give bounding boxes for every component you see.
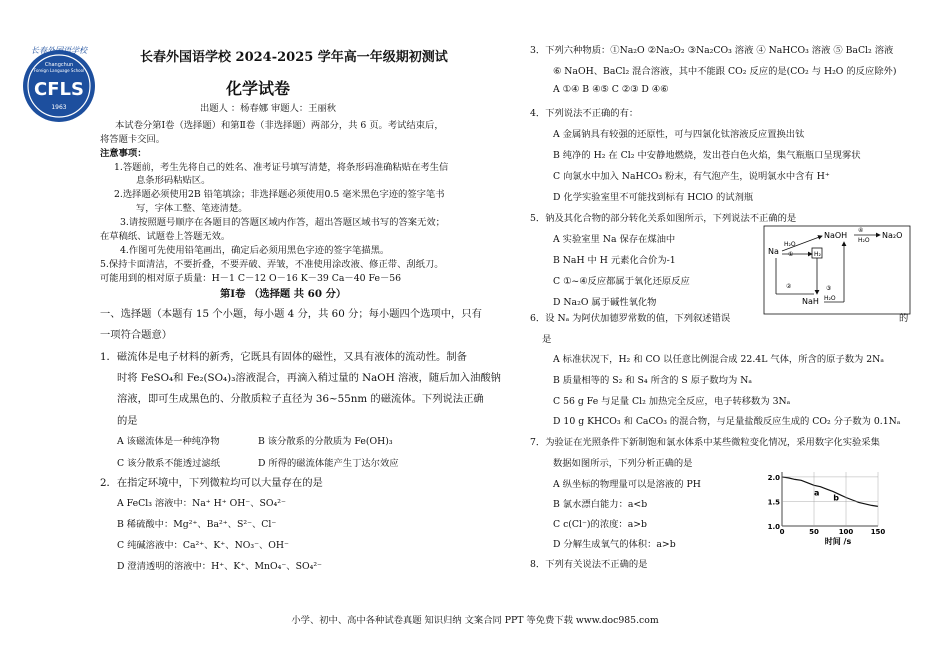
logo-top-text: 长春外国语学校 xyxy=(31,46,87,55)
exam-subject: 化学试卷 xyxy=(226,79,291,98)
q2-option-a: A FeCl₃ 溶液中：Na⁺ H⁺ OH⁻、SO₄²⁻ xyxy=(117,498,286,509)
q6-stem2: 是 xyxy=(542,334,552,345)
series-line xyxy=(782,477,878,507)
note-line: 2.选择题必须使用2B 铅笔填涂；非选择题必须使用0.5 毫米黑色字迹的签字笔书 xyxy=(114,189,445,200)
sodium-conversion-diagram xyxy=(762,224,912,316)
q2-option-d: D 澄清透明的溶液中：H⁺、K⁺、MnO₄⁻、SO₄²⁻ xyxy=(117,561,322,572)
chlorine-water-chart xyxy=(752,466,886,548)
atomic-mass: 可能用到的相对原子质量：H－1 C－12 O－16 K－39 Ca－40 Fe－56 xyxy=(100,273,402,284)
note-line: 3.请按照题号顺序在各题目的答题区域内作答，超出答题区域书写的答案无效； xyxy=(120,217,445,228)
q4-option-d: D 化学实验室里不可能找到标有 HClO 的试剂瓶 xyxy=(553,192,754,203)
q2-stem: 2．在指定环境中，下列微粒均可以大量存在的是 xyxy=(100,477,323,489)
section-intro1: 一、选择题（本题有 15 个小题，每小题 4 分，共 60 分；每小题四个选项中，只有 xyxy=(100,308,482,320)
node-na: Na xyxy=(768,247,779,256)
exam-title: 长春外国语学校 2024-2025 学年高一年级期初测试 xyxy=(140,50,448,65)
label-h2: H₂ xyxy=(814,251,821,258)
q4-option-a: A 金属钠具有较强的还原性，可与四氯化钛溶液反应置换出钛 xyxy=(553,129,805,140)
authors: 出题人 ：杨春娜 审题人：王丽秋 xyxy=(200,103,337,114)
x-tick-label: 0 xyxy=(779,528,785,536)
q6-option-a: A 标准状况下，H₂ 和 CO 以任意比例混合成 22.4L 气体，所含的原子数为 2Nₐ xyxy=(553,354,884,365)
note-line: 在草稿纸、试题卷上答题无效。 xyxy=(100,231,231,242)
q7-line2: 数据如图所示，下列分析正确的是 xyxy=(553,458,693,469)
school-logo xyxy=(18,42,100,124)
q2-option-b: B 稀硫酸中：Mg²⁺、Ba²⁺、S²⁻、Cl⁻ xyxy=(117,519,277,530)
logo-abbr: CFLS xyxy=(34,79,84,100)
q7-option-c: C c(Cl⁻)的浓度：a>b xyxy=(553,519,647,530)
x-tick-label: 100 xyxy=(838,528,854,536)
q1-option-a: A 该磁流体是一种纯净物 xyxy=(117,436,220,447)
num-2: ② xyxy=(786,283,792,290)
q6-stem1b: 的 xyxy=(899,313,909,324)
q1-line: 的是 xyxy=(117,415,138,427)
y-tick-label: 1.0 xyxy=(767,523,780,531)
q6-option-b: B 质量相等的 S₂ 和 S₄ 所含的 S 原子数均为 Nₐ xyxy=(553,375,752,386)
x-axis-label: 时间 /s xyxy=(824,537,852,546)
q1-option-c: C 该分散系不能透过滤纸 xyxy=(117,458,221,469)
q5-option-c: C ①~④反应都属于氧化还原反应 xyxy=(553,276,690,287)
q6-option-d: D 10 g KHCO₃ 和 CaCO₃ 的混合物，与足量盐酸反应生成的 CO₂ 分子数为 0.1Nₐ xyxy=(553,416,901,427)
label-h2o-4: H₂O xyxy=(858,237,870,244)
x-tick-label: 150 xyxy=(870,528,886,536)
q1-option-b: B 该分散系的分散质为 Fe(OH)₃ xyxy=(258,436,393,447)
intro-line1: 本试卷分第Ⅰ卷（选择题）和第Ⅱ卷（非选择题）两部分，共 6 页。考试结束后， xyxy=(115,120,444,131)
num-3: ③ xyxy=(826,285,832,292)
q5-option-d: D Na₂O 属于碱性氧化物 xyxy=(553,297,657,308)
node-na2o: Na₂O xyxy=(882,231,903,240)
q1-line: 溶液，即可生成黑色的、分散质粒子直径为 36~55nm 的磁流体。下列说法正确 xyxy=(117,393,484,405)
q8-stem: 8．下列有关说法不正确的是 xyxy=(530,559,648,570)
node-nah: NaH xyxy=(802,297,819,306)
note-line: 4.作图可先使用铅笔画出，确定后必须用黑色字迹的签字笔描黑。 xyxy=(120,245,390,256)
label-h2o-3: H₂O xyxy=(824,295,836,302)
logo-en1: Changchun xyxy=(44,62,74,68)
q5-option-b: B NaH 中 H 元素化合价为-1 xyxy=(553,255,676,266)
q7-option-d: D 分解生成氧气的体积：a>b xyxy=(553,539,676,550)
q3-line1: 3．下列六种物质：①Na₂O ②Na₂O₂ ③Na₂CO₃ 溶液 ④ NaHCO₃ 溶液 ⑤ BaCl₂ 溶液 xyxy=(530,45,894,56)
logo-en2: Foreign Language School xyxy=(33,68,85,73)
node-naoh: NaOH xyxy=(824,231,848,240)
footer: 小学、初中、高中各种试卷真题 知识归纳 文案合同 PPT 等免费下载 www.doc985.com xyxy=(291,615,659,626)
label-h2o-1: H₂O xyxy=(784,241,796,248)
q1-option-d: D 所得的磁流体能产生丁达尔效应 xyxy=(258,458,399,469)
annotation-a: a xyxy=(814,488,820,498)
q6-option-c: C 56 g Fe 与足量 Cl₂ 加热完全反应，电子转移数为 3Nₐ xyxy=(553,396,791,407)
y-tick-label: 1.5 xyxy=(767,498,780,507)
q4-option-c: C 向氯水中加入 NaHCO₃ 粉末，有气泡产生，说明氯水中含有 H⁺ xyxy=(553,171,830,182)
q2-option-c: C 纯碱溶液中：Ca²⁺、K⁺、NO₃⁻、OH⁻ xyxy=(117,540,289,551)
q1-line: 1．磁流体是电子材料的新秀，它既具有固体的磁性，又具有液体的流动性。制备 xyxy=(100,351,467,363)
q3-options: A ①④ B ④⑤ C ②③ D ④⑥ xyxy=(553,84,669,95)
y-tick-label: 2.0 xyxy=(767,473,780,482)
q3-line2: ⑥ NaOH、BaCl₂ 混合溶液，其中不能跟 CO₂ 反应的是(CO₂ 与 H₂O 的反应除外) xyxy=(553,66,897,77)
q4-option-b: B 纯净的 H₂ 在 Cl₂ 中安静地燃烧，发出苍白色火焰，集气瓶瓶口呈现雾状 xyxy=(553,150,861,161)
section-intro2: 一项符合题意） xyxy=(100,329,173,341)
x-tick-label: 50 xyxy=(809,528,819,536)
num-1: ① xyxy=(788,251,794,258)
num-4: ④ xyxy=(858,227,864,234)
q6-stem1: 6．设 Nₐ 为阿伏加德罗常数的值，下列叙述错误 xyxy=(530,313,731,324)
q1-line: 时将 FeSO₄和 Fe₂(SO₄)₃溶液混合，再滴入稍过量的 NaOH 溶液，随后加入油酸钠 xyxy=(117,372,501,384)
q5-stem: 5．钠及其化合物的部分转化关系如图所示，下列说法不正确的是 xyxy=(530,213,797,224)
note-line: 息条形码粘贴区。 xyxy=(136,175,211,186)
notes-title: 注意事项： xyxy=(100,148,147,159)
note-line: 5.保持卡面清洁，不要折叠，不要弄破、弄皱，不准使用涂改液、修正带、刮纸刀。 xyxy=(100,259,444,270)
q7-option-a: A 纵坐标的物理量可以是溶液的 PH xyxy=(553,479,701,490)
note-line: 1.答题前，考生先将自己的姓名、准考证号填写清楚，将条形码准确粘贴在考生信 xyxy=(114,162,449,173)
note-line: 写，字体工整、笔迹清楚。 xyxy=(136,203,248,214)
intro-line2: 将答题卡交回。 xyxy=(100,134,166,145)
logo-year: 1963 xyxy=(51,104,67,111)
q7-line1: 7．为验证在光照条件下新制饱和氯水体系中某些微粒变化情况，采用数字化实验采集 xyxy=(530,437,880,448)
q5-option-a: A 实验室里 Na 保存在煤油中 xyxy=(553,234,676,245)
section-heading: 第Ⅰ卷 （选择题 共 60 分） xyxy=(220,288,347,300)
q4-stem: 4．下列说法不正确的有： xyxy=(530,108,639,119)
annotation-b: b xyxy=(833,493,839,503)
q7-option-b: B 氯水漂白能力：a<b xyxy=(553,499,648,510)
